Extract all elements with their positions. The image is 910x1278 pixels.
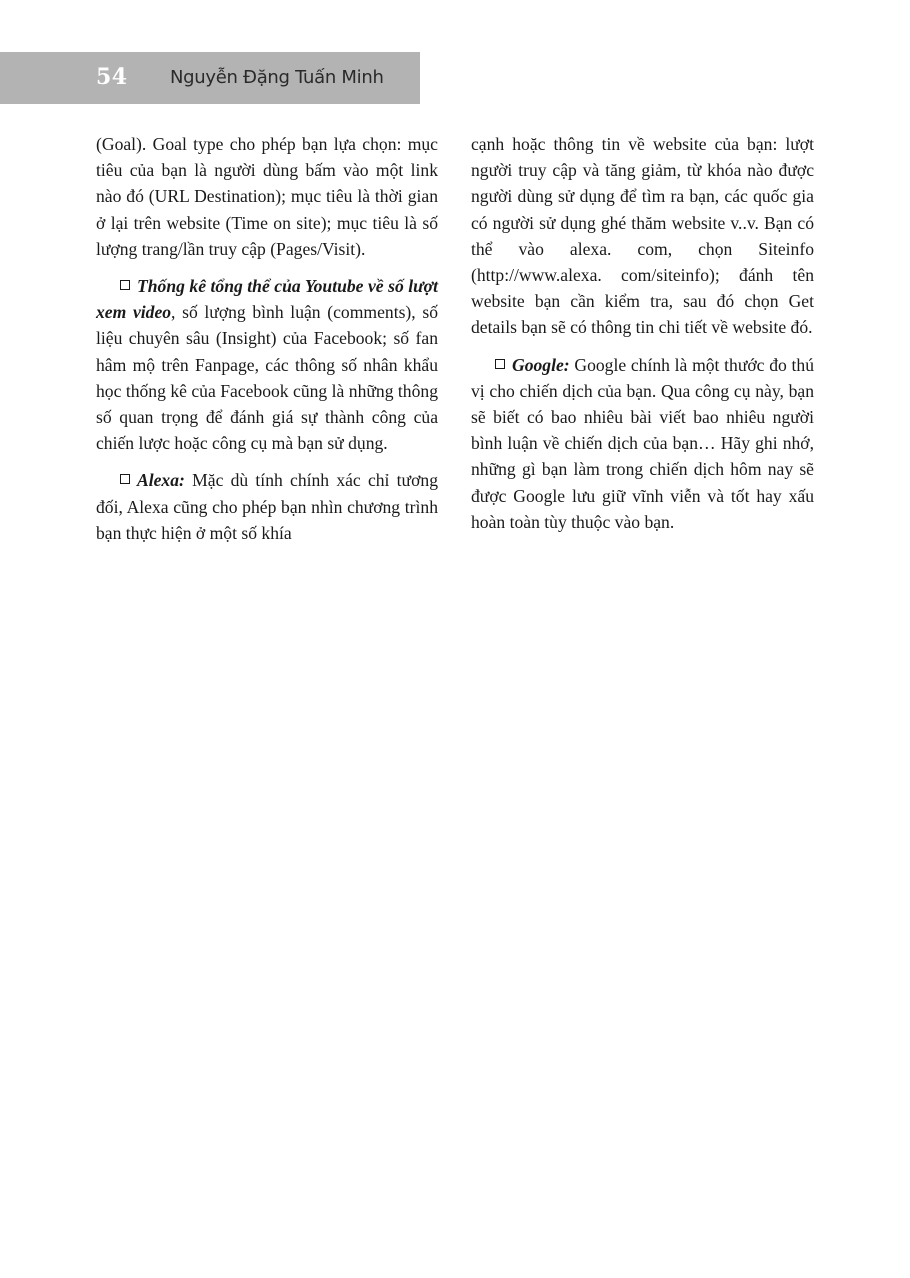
alexa-text: Mặc dù tính chính xác chỉ tương đối, Alexa cũng cho phép bạn nhìn chương trình bạn thực hiện ở một số khía [96,470,438,543]
youtube-stats-text: , số lượng bình luận (comments), số liệu chuyên sâu (Insight) của Facebook; số fan hâm mộ trên Fanpage, các thông số nhân khẩu học thống kê của Facebook cũng là những thông số quan trọng để đánh giá sự thành công của chiến lược hoặc công cụ mà bạn sử dụng. [96,302,438,454]
square-bullet-icon [120,280,130,290]
paragraph-alexa-continued: cạnh hoặc thông tin về website của bạn: lượt người truy cập và tăng giảm, từ khóa nào được người dùng sử dụng để tìm ra bạn, các quốc gia có người sử dụng ghé thăm website v..v. Bạn có thể vào alexa. com, chọn Siteinfo (http://www.alexa. com/siteinfo); đánh tên website bạn cần kiểm tra, sau đó chọn Get details bạn sẽ có thông tin chi tiết về website đó. [471,134,814,338]
google-heading: Google: [512,354,570,375]
page-number: 54 [96,64,128,90]
paragraph-alexa [96,467,438,546]
author-name: Nguyễn Đặng Tuấn Minh [170,67,384,88]
right-column [471,131,814,546]
left-column [96,131,438,557]
square-bullet-icon [120,474,130,484]
square-bullet-icon [495,359,505,369]
youtube-stats-heading: Thống kê tổng thể của Youtube về số lượt xem video [96,276,438,323]
google-text: Google chính là một thước đo thú vị cho chiến dịch của bạn. Qua công cụ này, bạn sẽ biết có bao nhiêu bài viết bao nhiêu người bình luận về chiến dịch của bạn… Hãy ghi nhớ, những gì bạn làm trong chiến dịch hôm nay sẽ được Google lưu giữ vĩnh viễn và tốt hay xấu hoàn toàn tùy thuộc vào bạn. [471,354,814,532]
paragraph-goal-type: (Goal). Goal type cho phép bạn lựa chọn: mục tiêu của bạn là người dùng bấm vào một link nào đó (URL Destination); mục tiêu là thời gian ở lại trên website (Time on site); mục tiêu là số lượng trang/lần truy cập (Pages/Visit). [96,134,438,259]
alexa-heading: Alexa: [137,470,185,491]
paragraph-google [471,352,814,535]
paragraph-youtube-stats [96,273,438,456]
